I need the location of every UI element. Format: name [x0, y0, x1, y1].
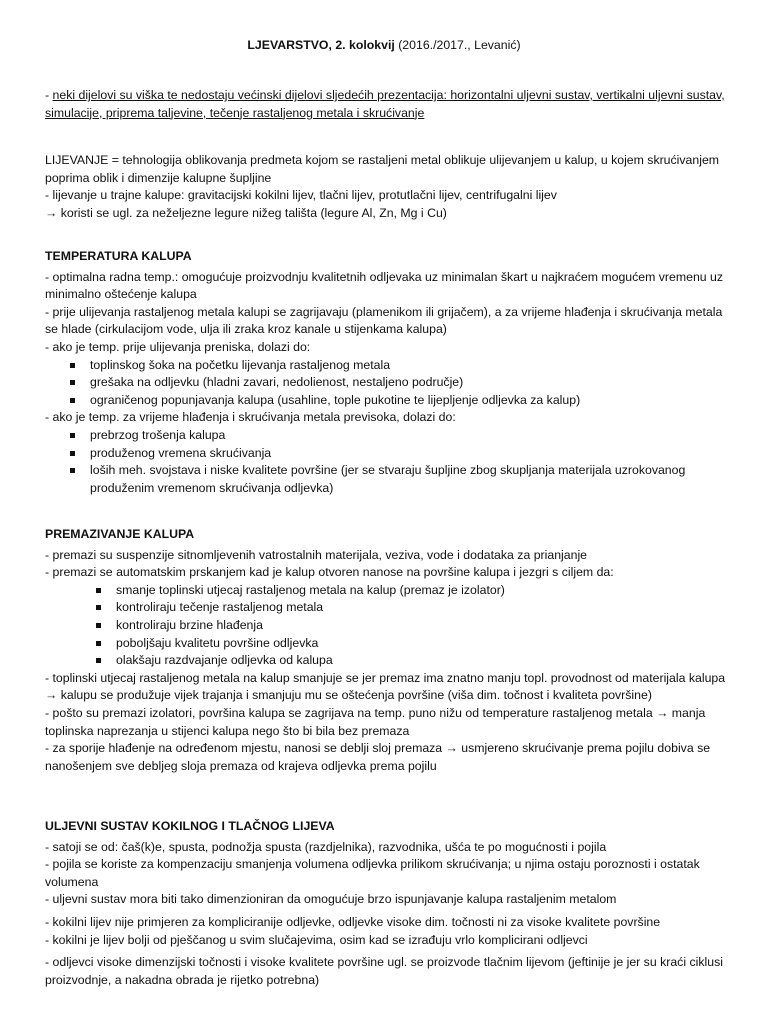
note-block [45, 87, 735, 122]
paragraph: - uljevni sustav mora biti tako dimenzioniran da omogućuje brzo ispunjavanje kalupa rastaljenim metalom [45, 892, 617, 907]
intro-line-alloys: → koristi se ugl. za neželjezne legure nižeg tališta (legure Al, Zn, Mg i Cu) [45, 205, 447, 220]
paragraph: - kokilni lijev nije primjeren za kompliciranije odljevke, odljevke visoke dim. točnosti ni za visoke kvalitete površine [45, 914, 661, 929]
title-detail: (2016./2017., Levanić) [394, 38, 521, 52]
list-item: prebrzog trošenja kalupa [45, 427, 735, 445]
title-main: LJEVARSTVO, 2. kolokvij [247, 38, 395, 52]
paragraph: - premazi se automatskim prskanjem kad je kalup otvoren nanose na površine kalupa i jezgri s ciljem da: [45, 565, 614, 580]
note-text: neki dijelovi su viška te nedostaju većinski dijelovi sljedećih prezentacija: horizontalni uljevni sustav, vertikalni uljevni sustav, simulacije, priprema taljevine, tečenje rastaljenog metala i skrućivanje [45, 88, 725, 120]
bullet-list [45, 582, 735, 670]
paragraph: - premazi su suspenzije sitnomljevenih vatrostalnih materijala, veziva, vode i dodataka za prianjanje [45, 547, 588, 562]
note-paragraph [45, 87, 735, 122]
paragraph: - pošto su premazi izolatori, površina kalupa se zagrijava na temp. puno nižu od temperature rastaljenog metala → manja toplinska naprezanja u stijenci kalupa nego što bi bila bez premaza [45, 705, 706, 738]
section-temperatura-kalupa [45, 248, 735, 497]
section-premazivanje-kalupa [45, 526, 735, 775]
paragraph: - toplinski utjecaj rastaljenog metala na kalup smanjuje se jer premaz ima znatno manju topl. provodnost od materijala kalupa → kalupu se produžuje vijek trajanja i smanjuju mu se oštećenja površine (viša dim. točnost i kvaliteta površine) [45, 670, 726, 703]
section-heading: PREMAZIVANJE KALUPA [45, 527, 195, 541]
paragraph: - odljevci visoke dimenzijski točnosti i visoke kvalitete površine ugl. se proizvode tlačnim lijevom (jeftinije je jer su kraći ciklusi proizvodnje, a nakadna obrada je rijetko potrebna) [45, 955, 723, 987]
section-uljevni-sustav [45, 818, 735, 989]
bullet-list [45, 357, 735, 410]
document-title [0, 37, 768, 55]
section-heading: TEMPERATURA KALUPA [45, 249, 192, 263]
paragraph: - pojila se koriste za kompenzaciju smanjenja volumena odljevka prilikom skrućivanja; u njima ostaju poroznosti i ostatak volumena [45, 857, 700, 889]
list-item: poboljšaju kvalitetu površine odljevka [45, 635, 735, 653]
note-dash: - [45, 88, 53, 102]
section-heading: ULJEVNI SUSTAV KOKILNOG I TLAČNOG LIJEVA [45, 819, 335, 833]
list-item: loših meh. svojstava i niske kvalitete površine (jer se stvaraju šupljine zbog skupljanja materijala uzrokovanog produženim vremenom skrućivanja odljevka) [45, 462, 735, 497]
paragraph: - prije ulijevanja rastaljenog metala kalupi se zagrijavaju (plamenikom ili grijačem), a za vrijeme hlađenja i skrućivanja metala se hlade (cirkulacijom vode, ulja ili zraka kroz kanale u stijenkama kalupa) [45, 304, 723, 337]
list-item: produženog vremena skrućivanja [45, 445, 735, 463]
paragraph: - za sporije hlađenje na određenom mjestu, nanosi se deblji sloj premaza → usmjereno skrućivanje prema pojilu dobiva se nanošenjem sve debljeg sloja premaza od krajeva odljevka prema pojilu [45, 741, 711, 773]
intro-line-permanent-molds: - lijevanje u trajne kalupe: gravitacijski kokilni lijev, tlačni lijev, protutlačni lijev, centrifugalni lijev [45, 188, 557, 203]
list-item: kontroliraju brzine hlađenja [45, 617, 735, 635]
list-item: olakšaju razdvajanje odljevka od kalupa [45, 652, 735, 670]
list-item: smanje toplinski utjecaj rastaljenog metala na kalup (premaz je izolator) [45, 582, 735, 600]
list-item: kontroliraju tečenje rastaljenog metala [45, 599, 735, 617]
paragraph: - ako je temp. prije ulijevanja preniska, dolazi do: [45, 339, 311, 354]
paragraph: - optimalna radna temp.: omogućuje proizvodnju kvalitetnih odljevaka uz minimalan škart u najkraćem mogućem vremenu uz minimalno oštećenje kalupa [45, 269, 724, 302]
paragraph: - kokilni je lijev bolji od pješčanog u svim slučajevima, osim kad se izrađuju vrlo komplicirani odljevci [45, 932, 588, 947]
paragraph: - ako je temp. za vrijeme hlađenja i skrućivanja metala previsoka, dolazi do: [45, 410, 456, 425]
list-item: grešaka na odljevku (hladni zavari, nedolienost, nestaljeno područje) [45, 374, 735, 392]
paragraph: - satoji se od: čaš(k)e, spusta, podnožja spusta (razdjelnika), razvodnika, ušća te po mogućnosti i pojila [45, 839, 607, 854]
intro-block [45, 152, 735, 222]
bullet-list [45, 427, 735, 497]
list-item: toplinskog šoka na početku lijevanja rastaljenog metala [45, 357, 735, 375]
definition-paragraph: LIJEVANJE = tehnologija oblikovanja predmeta kojom se rastaljeni metal oblikuje ulijevanjem u kalup, u kojem skrućivanjem poprima oblik i dimenzije kalupne šupljine [45, 153, 720, 185]
list-item: ograničenog popunjavanja kalupa (usahline, tople pukotine te lijepljenje odljevka za kalup) [45, 392, 735, 410]
